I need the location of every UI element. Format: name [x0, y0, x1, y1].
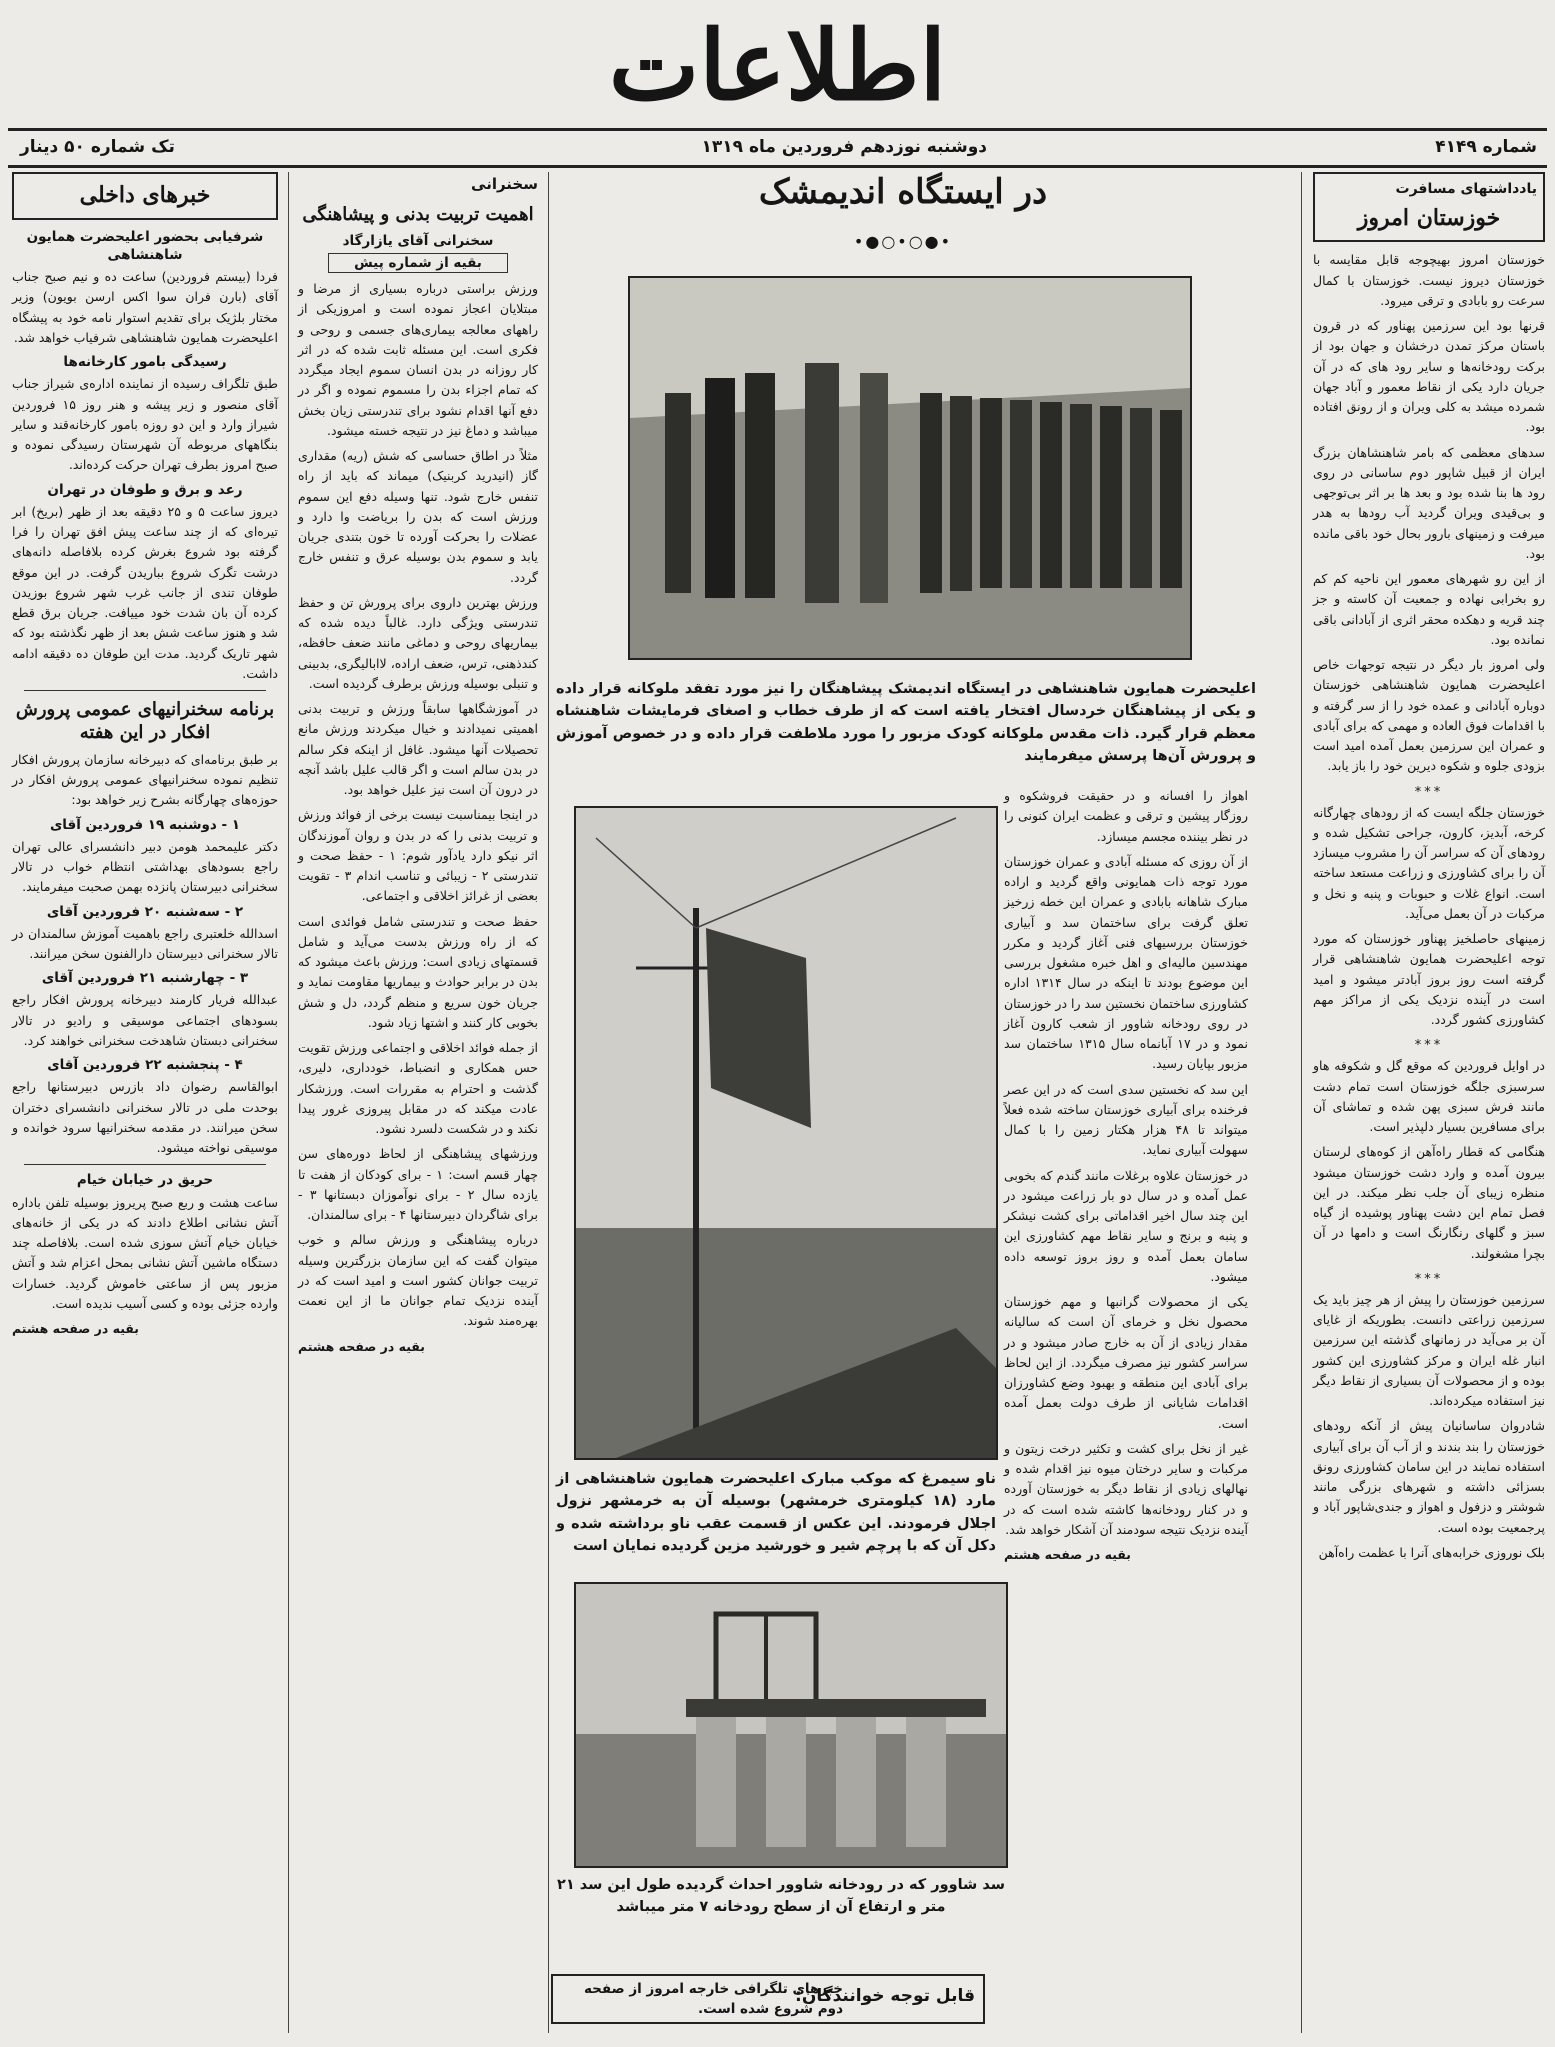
headline-ornament: •●○•○●•	[853, 232, 953, 251]
continued-from-prev: بقیه از شماره پیش	[328, 253, 508, 273]
photo-ship-illustration	[576, 808, 996, 1458]
middle-paragraph: در خوزستان علاوه برغلات مانند گندم که بخوبی عمل آمده و در سال دو بار زراعت میشود در این چند سال اخیر اقداماتی برای کشت نیشکر و پنبه و برنج و سایر نقاط مهم کشاورزی این سامان بعمل آمده و روز بروز توسعه داده میشود.	[1004, 1167, 1248, 1284]
center-headline: در ایستگاه اندیمشک	[758, 172, 1048, 212]
news-headline: رعد و برق و طوفان در تهران	[47, 481, 243, 498]
news-body: اسدالله خلعتبری راجع باهمیت آموزش سالمندان در تالار سخنرانی دبیرستان دارالفنون سخن میرانند.	[12, 925, 278, 961]
travel-notes-title: خوزستان امروز	[1357, 204, 1501, 231]
news-body: فردا (بیستم فروردین) ساعت ده و نیم صبح جناب آقای (بارن فران سوا اکس ارسن بویون) وزیر مختار بلژیک برای تقدیم استوار نامه خود به پیشگاه اعلیحضرت همایون شاهنشاهی شرفیاب خواهد شد.	[12, 269, 278, 345]
middle-paragraph: غیر از نخل برای کشت و تکثیر درخت زیتون و مرکبات و سایر درختان میوه نیز اقدام شده و نهالهای زیادی از نقاط دیگر به خوزستان آورده و در کنار رودخانه‌ها کاشته شده است که در آینده نزدیک نتیجه سودمند آن آشکار خواهد شد.	[1004, 1440, 1248, 1537]
section-separator: ***	[1414, 784, 1444, 800]
photo-shavur-dam	[574, 1582, 1008, 1868]
section-separator: ***	[1414, 1038, 1444, 1054]
speech-paragraph: ورزش بهترین داروی برای پرورش تن و حفظ تندرستی ویژگی دارد. غالباً دیده شده که بیماریهای روحی و دماغی مانند ضعف حافظه، کندذهنی، ترس، ضعف اراده، لاابالیگری، بدبینی و تنبلی بوسیله ورزش برطرف گردیده است.	[298, 594, 538, 691]
middle-paragraph: یکی از محصولات گرانبها و مهم خوزستان محصول نخل و خرمای آن است که سالیانه مقدار زیادی از آن به خارج صادر میشود و در سراسر کشور نیز مصرف میگردد. از این لحاظ برای آبادی این منطقه و بهبود وضع کشاورزان اقدامات شایانی از طرف دولت بعمل آمده است.	[1004, 1294, 1248, 1431]
speech-subtitle: سخنرانی آقای یازارگاد	[342, 232, 494, 249]
photo-andimeshk-scouts	[628, 276, 1192, 660]
speech-paragraph: ورزشهای پیشاهنگی از لحاظ دوره‌های سن چهار قسم است: ۱ - برای کودکان از هفت تا یازده سال ۲ - برای نوآموزان دبستانها ۳ - برای شاگردان دبیرستانها ۴ - برای سالمندان.	[298, 1146, 538, 1223]
domestic-news-title: خبرهای داخلی	[79, 182, 211, 208]
news-headline: شرفیابی بحضور اعلیحضرت همایون شاهنشاهی	[26, 228, 264, 263]
middle-paragraph: این سد که نخستین سدی است که در این عصر فرخنده برای آبیاری خوزستان ساخته شده فعلاً میتواند تا ۴۸ هزار هکتار زمین را با کمال سهولت آبیاری نماید.	[1004, 1081, 1248, 1158]
middle-paragraph: اهواز را افسانه و در حقیقت فروشکوه و روزگار پیشین و ترقی و عظمت ایران کنونی را در نظر بیننده مجسم میسازد.	[1004, 788, 1248, 844]
section-separator: ***	[1414, 1271, 1444, 1287]
travel-paragraph: قرنها بود این سرزمین پهناور که در قرون باستان مرکز تمدن درخشان و جهان بود از برکت رودخانه‌ها و سایر رود های که در آن جریان دارد یکی از نقاط معمور و آباد جهان شمرده میشد به کلی ویران و از رونق افتاده بود.	[1313, 318, 1545, 435]
travel-paragraph: بلک نوروزی خرابه‌های آنرا با عظمت راه‌آهن	[1318, 1544, 1545, 1560]
physical-education-column	[298, 172, 538, 1357]
speech-paragraph: در اینجا بیمناسبت نیست برخی از فوائد ورزش و تربیت بدنی را که در بدن و روان آموزندگان اثر نیکو دارد یادآور شوم: ۱ - حفظ صحت و تندرستی ۲ - زیبائی و تناسب اندام ۳ - تقویت بعضی از غرائز اخلاقی و اجتماعی.	[298, 807, 538, 904]
masthead	[8, 6, 1547, 126]
news-divider	[24, 1164, 266, 1165]
column-rule	[548, 172, 549, 2033]
travel-paragraph: ولی امروز بار دیگر در نتیجه توجهات خاص اعلیحضرت همایون شاهنشاهی خوزستان دوباره آبادانی و عمده خود را از سر گرفته و با اقدامات فوق العاده و مهمی که برای آبادی و عمران این سرزمین بعمل آمده امید است بزودی جلوه و شکوه دیرین خود را باز یابد.	[1313, 657, 1545, 774]
speech-paragraph: مثلاً در اطاق حساسی که شش (ریه) مقداری گاز (انیدرید کربنیک) میماند که باید از راه تنفس خارج شود. تنها وسیله دفع این سموم ورزش است که بدن را بریاضت وا دارد و عضلات را بحرکت آورده تا خون بتندی جریان یابد و سموم بدن بوسیله عرق و تنفس خارج گردد.	[298, 448, 538, 585]
travel-paragraph: سرزمین خوزستان را پیش از هر چیز باید یک سرزمین زراعتی دانست. بطوریکه از غایای آن بر می‌آید در زمانهای گذشته این سرزمین انبار غله ایران و مرکز کشاورزی این کشور بوده و از محصولات آن بسیاری از نقاط دیگر نیز استفاده میکرده‌اند.	[1313, 1291, 1545, 1409]
speech-paragraph: در آموزشگاهها سابقاً ورزش و تربیت بدنی اهمیتی نمیدادند و خیال میکردند ورزش مانع تحصیلات آنها میشود. غافل از اینکه فکر سالم در بدن سالم است و اگر قالب علیل باشد آنچه در درون آن است نیز علیل خواهد بود.	[298, 701, 538, 798]
news-headline: ۴ - پنجشنبه ۲۲ فروردین آقای	[47, 1057, 243, 1074]
news-headline: ۲ - سه‌شنبه ۲۰ فروردین آقای	[46, 903, 244, 920]
travel-paragraph: سدهای معظمی که بامر شاهنشاهان بزرگ ایران از قبیل شاپور دوم ساسانی در روی رود ها بنا شده بود و بعد ها بر اثر بی‌توجهی و بی‌قیدی ویران گردید آب رودها به هدر میرفت و زمینهای بارور بحال خود باقی مانده بود.	[1313, 444, 1545, 561]
column-rule	[1301, 172, 1302, 2033]
continued-note: بقیه در صفحه هشتم	[298, 1338, 425, 1354]
column-rule	[288, 172, 289, 2033]
travel-paragraph: خوزستان جلگه ایست که از رودهای چهارگانه کرخه، آبدیز، کارون، جراحی تشکیل شده و رودهای آن که سراسر آن را مشروب میسازد آن را برای کشاورزی و زراعت مستعد ساخته است. انواع غلات و حبوبات و پنبه و نخل و مرکبات در آن بعمل می‌آید.	[1313, 804, 1545, 921]
travel-notes-column	[1313, 172, 1545, 1568]
travel-paragraph: در اوایل فروردین که موقع گل و شکوفه هاو سرسبزی جلگه خوزستان است تمام دشت مانند فرش سبزی پهن شده و تماشای آن برای مسافرین بسیار دلپذیر است.	[1313, 1058, 1545, 1135]
issue-number: شماره ۴۱۴۹	[1435, 137, 1537, 157]
speech-label: سخنرانی	[471, 175, 538, 193]
travel-notes-header	[1313, 172, 1545, 242]
travel-paragraph: هنگامی که قطار راه‌آهن از کوه‌های لرستان بیرون آمده و وارد دشت خوزستان میشود منظره زیبای آن جلب نظر میکند. در این فصل تمام این دشت پهناور پوشیده از گیاه سبز و گلهای رنگارنگ است و دامها در آن بچرا مشغولند.	[1313, 1144, 1545, 1261]
khuzestan-continued-column	[1004, 786, 1248, 1565]
speech-paragraph: ورزش براستی درباره بسیاری از مرضا و مبتلایان اعجاز نموده است و امروزیکی از راههای معالجه بیماری‌های جسمی و روحی و فکری است. این مسئله ثابت شده که در اثر کار روزانه در بدن انسان سموم ایجاد میگردد که تمام اجزاء بدن را مسموم نموده و اگر در دفع آنها اقدام نشود برای تندرستی زیان بخش میباشد و دماغ نیز در نتیجه خسته میشود.	[298, 281, 538, 438]
news-body: عبدالله فریار کارمند دبیرخانه پرورش افکار راجع بسودهای اجتماعی موسیقی و رادیو در تالار سخنرانی دبستان شاهدخت سخنرانی خواهند کرد.	[12, 992, 278, 1048]
news-headline: حریق در خیابان خیام	[76, 1172, 214, 1189]
notice-body: خبرهای تلگرافی خارجه امروز از صفحه دوم شروع شده است.	[583, 1981, 843, 2017]
issue-info-bar	[8, 128, 1547, 168]
newspaper-title: اطلاعات	[608, 9, 947, 122]
issue-date: دوشنبه نوزدهم فروردین ماه ۱۳۱۹	[701, 137, 987, 157]
photo-simorgh-ship	[574, 806, 998, 1460]
ship-photo-caption: ناو سیمرغ که موکب مبارک اعلیحضرت همایون شاهنشاهی از مارد (۱۸ کیلومتری خرمشهر) بوسیله آن به خرمشهر نزول اجلال فرمودند. این عکس از قسمت عقب ناو برداشته شده و دکل آن که با پرچم شیر و خورشید مزین گردیده نمایان است	[556, 1471, 996, 1555]
speech-paragraph: حفظ صحت و تندرستی شامل فوائدی است که از راه ورزش بدست می‌آید و شامل قسمتهای زیادی است: ورزش باعث میشود که بدن در برابر حوادث و بیماریها مقاومت نماید و جریان خون سریع و منظم گردد، دل و شش بخوبی کار کنند و اشتها زیاد شود.	[298, 913, 538, 1030]
news-headline: برنامه سخنرانیهای عمومی پرورش افکار در این هفته	[15, 699, 275, 744]
photo-scouts-illustration	[630, 278, 1190, 658]
travel-notes-label: یادداشتهای مسافرت	[1395, 181, 1537, 197]
dam-photo-caption: سد شاوور که در رودخانه شاوور احداث گردیده طول این سد ۲۱ متر و ارتفاع آن از سطح رودخانه ۷ متر میباشد	[556, 1877, 1005, 1916]
news-divider	[24, 690, 266, 691]
speech-title: اهمیت تربیت بدنی و پیشاهنگی	[302, 204, 534, 226]
travel-paragraph: خوزستان امروز بهیچوجه قابل مقایسه با خوزستان دیروز نیست. خوزستان با کمال سرعت رو بابادی و ترقی میرود.	[1313, 252, 1545, 308]
continued-note: بقیه در صفحه هشتم	[12, 1321, 139, 1337]
news-body: دکتر علیمحمد هومن دبیر دانشسرای عالی تهران راجع بسودهای بهداشتی انتظام خواب در تالار سخنرانی دبیرستان پانزده بهمن صحبت میفرمایند.	[12, 838, 278, 895]
news-body: ابوالقاسم رضوان داد بازرس دبیرستانها راجع بوحدت ملی در تالار سخنرانی دانشسرای دختران سخن میرانند. در مقدمه سخنرانیها سرود خوانده و موسیقی نواخته میشود.	[12, 1079, 278, 1156]
news-body: بر طبق برنامه‌ای که دبیرخانه سازمان پرورش افکار تنظیم نموده سخنرانیهای عمومی پرورش افکار در حوزه‌های چهارگانه بشرح زیر خواهد بود:	[12, 751, 278, 808]
photo-dam-illustration	[576, 1584, 1006, 1866]
domestic-news-column	[12, 172, 278, 1339]
news-body: دیروز ساعت ۵ و ۲۵ دقیقه بعد از ظهر (بریخ) ابر تیره‌ای که از چند ساعت پیش افق تهران را فرا گرفته بود شروع بغرش کرده بلافاصله دانه‌های درشت تگرک شروع بباریدن گرفت. در این موقع طوفان تندی از جانب غرب شهر شروع بوزیدن کرده آن بان شدت خود مییافت. جریان برق قطع شد و هنوز ساعت شش بعد از ظهر نگذشته بود که شهر تاریک گردید. مدت این طوفان ده دقیقه ادامه داشت.	[12, 503, 278, 681]
travel-paragraph: زمینهای حاصلخیز پهناور خوزستان که مورد توجه اعلیحضرت همایون شاهنشاهی قرار گرفته است روز بروز آبادتر میشود و امید است در آینده نزدیک یکی از مراکز مهم کشاورزی کشور گردد.	[1313, 931, 1545, 1028]
news-body: ساعت هشت و ربع صبح پریروز بوسیله تلفن باداره آتش نشانی اطلاع دادند که در یکی از خانه‌های خیابان خیام آتش سوزی شده است. بلافاصله چند دستگاه ماشین آتش نشانی بمحل اعزام شد و آتش مزبور پس از ساعتی خاموش گردید. خسارات وارده جزئی بوده و کسی آسیب ندیده است.	[12, 1194, 278, 1311]
news-body: طبق تلگراف رسیده از نماینده اداره‌ی شیراز جناب آقای منصور و زیر پیشه و هنر روز ۱۵ فروردین شیراز وارد و این دو روزه بامور کارخانه‌قند و سایر بنگاههای مربوطه آن شهرستان رسیدگی نموده و صبح امروز بطرف تهران حرکت کرده‌اند.	[12, 376, 279, 473]
notice-title: قابل توجه خوانندگان:	[795, 1986, 975, 2006]
newspaper-page	[8, 6, 1547, 2041]
travel-paragraph: شادروان ساسانیان پیش از آنکه رودهای خوزستان را بند بندند و از آب آن برای آبیاری استفاده نمایند در این سامان کشاورزی رونق بسزائی داشته و شهرهای بزرگی مانند شوشتر و دزفول و اهواز و جندی‌شاپور آباد و پرجمعیت بوده است.	[1313, 1418, 1545, 1535]
continued-note: بقیه در صفحه هشتم	[1004, 1547, 1131, 1562]
news-headline: رسیدگی بامور کارخانه‌ها	[63, 354, 227, 371]
scouts-photo-caption: اعلیحضرت همایون شاهنشاهی در ایستگاه اندیمشک پیشاهنگان را نیز مورد تفقد ملوکانه قرار داده و یکی از پیشاهنگان خردسال افتخار یافته است که از طرف خطاب و اصغای فرمایشات شاهنشاه معظم قرار گیرد. ذات مقدس ملوکانه کودک مزبور را مورد ملاطفت قرار داده و در خصوص آموزش و پرورش آن‌ها پرسش میفرمایند	[556, 681, 1256, 765]
news-headline: ۳ - چهارشنبه ۲۱ فروردین آقای	[41, 970, 249, 987]
readers-notice-box	[551, 1974, 985, 2024]
middle-paragraph: از آن روزی که مسئله آبادی و عمران خوزستان مورد توجه ذات همایونی واقع گردید و اراده مبارک شاهانه بابادی و عمران این خطه زرخیز تعلق گرفت برای ساختمان سد و آبیاری خوزستان بررسیهای فنی آغاز گردید و مکرر مهندسین مالیه‌ای و اهل خبره مشغول بررسی این موضوع بودند تا اینکه در سال ۱۳۱۴ اداره کشاورزی ساختمان نخستین سد را در خوزستان در روی رودخانه شاوور از شعب کارون آغاز نمود و در ۱۷ آبانماه سال ۱۳۱۵ ساختمان سد مزبور بپایان رسید.	[1003, 853, 1249, 1072]
speech-paragraph: درباره پیشاهنگی و ورزش سالم و خوب میتوان گفت که این سازمان بزرگترین وسیله تربیت جوانان کشور است و امید است که در آینده نزدیک تمام جوانان ما از این نعمت بهره‌مند شوند.	[298, 1232, 538, 1329]
news-headline: ۱ - دوشنبه ۱۹ فروردین آقای	[49, 816, 241, 833]
domestic-news-header	[12, 172, 278, 220]
speech-paragraph: از جمله فوائد اخلاقی و اجتماعی ورزش تقویت حس همکاری و انضباط، خودداری، دلیری، گذشت و احترام به مقررات است. ورزشکار عادت میکند که در مقابل پیروزی غرور پیدا نکند و در شکست دلسرد نشود.	[298, 1040, 538, 1137]
travel-paragraph: از این رو شهرهای معمور این ناحیه کم کم رو بخرابی نهاده و جمعیت آن کاسته و جز چند قریه و دهکده محقر اثری از آبادانی باقی نمانده بود.	[1313, 571, 1545, 647]
issue-price: تک شماره ۵۰ دینار	[20, 137, 175, 157]
